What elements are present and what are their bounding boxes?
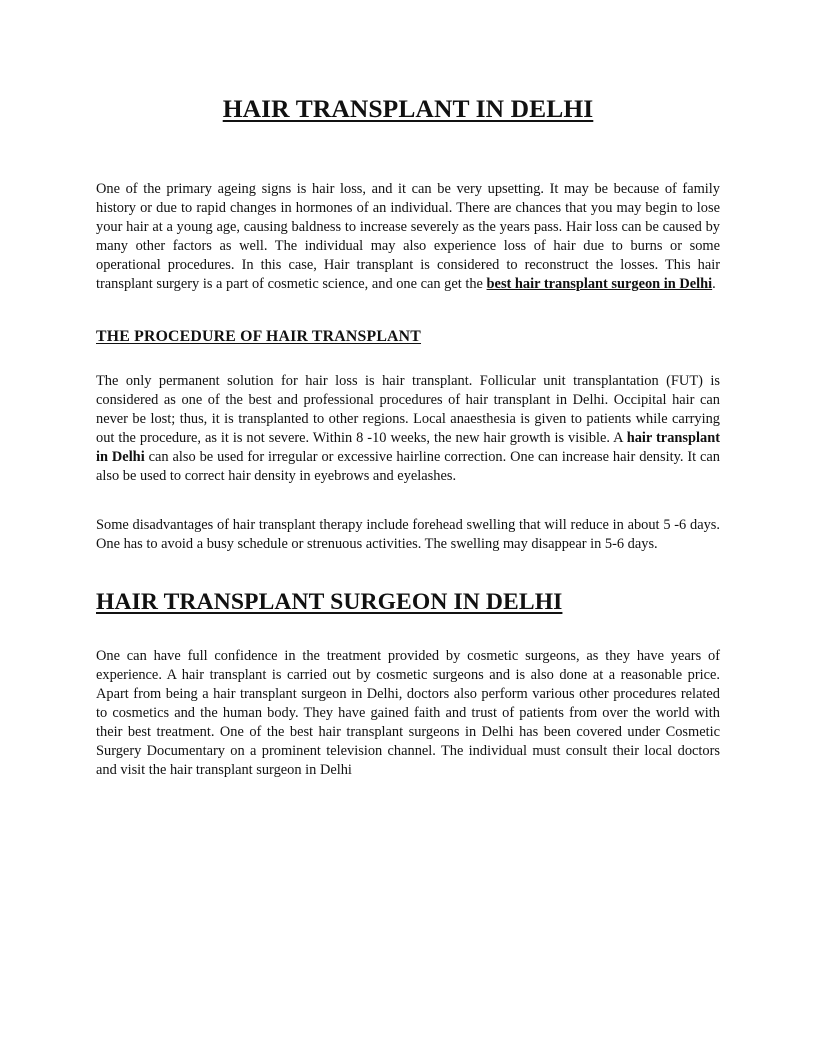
intro-text: One of the primary ageing signs is hair loss, and it can be very upsetting. It may be because of family history or due to rapid changes in hormones of an individual. There are chances that you may begin to lose your hair at a young age, causing baldness to increase severely as the years pass. Hair loss can be caused by many other factors as well. The individual may also experience loss of hair due to burns or some operational procedures. In this case, Hair transplant is considered to reconstruct the losses. This hair transplant surgery is a part of cosmetic science, and one can get the [96, 181, 720, 293]
procedure-text-end: can also be used for irregular or excessive hairline correction. One can increase hair density. It can also be used to correct hair density in eyebrows and eyelashes. [96, 449, 720, 485]
best-surgeon-link[interactable]: best hair transplant surgeon in Delhi [486, 276, 713, 293]
surgeon-paragraph: One can have full confidence in the treatment provided by cosmetic surgeons, as they have years of experience. A hair transplant is carried out by cosmetic surgeons and is also done at a reasonable price. Apart from being a hair transplant surgeon in Delhi, doctors also perform various other procedures related to cosmetics and the human body. They have gained faith and trust of patients from over the world with their best treatment. One of the best hair transplant surgeons in Delhi has been covered under Cosmetic Surgery Documentary on a prominent television channel. The individual must consult their local doctors and visit the hair transplant surgeon in Delhi [96, 648, 720, 779]
procedure-text: The only permanent solution for hair loss is hair transplant. Follicular unit transplantation (FUT) is considered as one of the best and professional procedures of hair transplant in Delhi. Occipital hair can never be lost; thus, it is transplanted to other regions. Local anaesthesia is given to patients while carrying out the procedure, as it is not severe. Within 8 -10 weeks, the new hair growth is visible. A [96, 373, 720, 447]
intro-text-end: . [712, 276, 716, 293]
surgeon-heading: HAIR TRANSPLANT SURGEON IN DELHI [96, 589, 563, 615]
procedure-bold-phrase: hair transplant in Delhi [96, 430, 720, 466]
procedure-paragraph [96, 372, 720, 486]
document-title: HAIR TRANSPLANT IN DELHI [222, 94, 594, 123]
disadvantages-paragraph: Some disadvantages of hair transplant therapy include forehead swelling that will reduce in about 5 -6 days. One has to avoid a busy schedule or strenuous activities. The swelling may disappear in 5-6 days. [96, 517, 720, 553]
intro-paragraph [96, 180, 720, 294]
procedure-heading: THE PROCEDURE OF HAIR TRANSPLANT [96, 328, 422, 345]
